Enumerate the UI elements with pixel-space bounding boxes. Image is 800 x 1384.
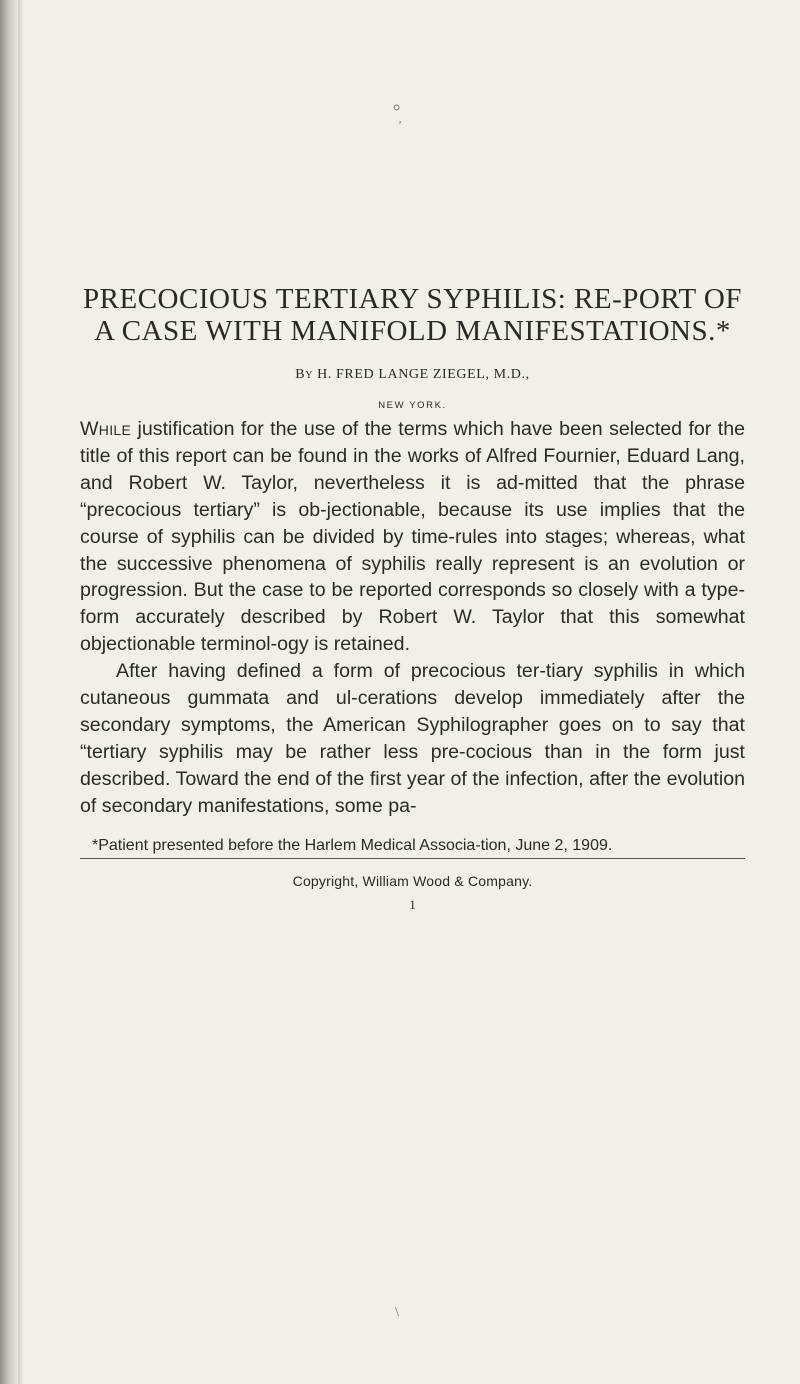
body-paragraph [80, 416, 745, 658]
ink-speck-mark: ʼ [398, 118, 402, 132]
page-binding-edge [0, 0, 18, 1384]
lead-word: While [80, 418, 132, 440]
footnote-divider [80, 858, 745, 859]
copyright-notice: Copyright, William Wood & Company. [292, 872, 533, 889]
paragraph-text: justification for the use of the terms which have been selected for the title of this report can be found in the works of Alfred Fournier, Eduard Lang, and Robert W. Taylor, nevertheless it is ad-mitted that the phrase “precocious tertiary” is ob-jectionable, because its use implies that the course of syphilis can be divided by time-rules into stages; whereas, what the successive phenomena of syphilis really represent is an evolution or progression. But the case to be reported corresponds so closely with a type-form accurately described by Robert W. Taylor that this somewhat objectionable terminol-ogy is retained. [80, 418, 745, 656]
footnote: *Patient presented before the Harlem Medical Associa-tion, June 2, 1909. [92, 836, 613, 854]
body-paragraph: After having defined a form of precocious ter-tiary syphilis in which cutaneous gummata and ul-cerations develop immediately after the secondary symptoms, the American Syphilographer goes on to say that “tertiary syphilis may be rather less pre-cocious than in the form just described. Toward the end of the first year of the infection, after the evolution of secondary manifestations, some pa- [80, 660, 745, 817]
author-by: By [295, 367, 314, 382]
ink-speck-mark: ⸰ [392, 100, 402, 117]
author-location: NEW YORK. [378, 400, 447, 411]
page-number: 1 [409, 896, 416, 912]
page-binding-shadow [18, 0, 24, 1384]
page-content [80, 283, 745, 913]
article-title: PRECOCIOUS TERTIARY SYPHILIS: RE-PORT OF A CASE WITH MANIFOLD MANIFESTATIONS.* [83, 283, 742, 347]
ink-speck-mark: \ [395, 1305, 399, 1320]
author-name: H. FRED LANGE ZIEGEL, M.D., [317, 367, 530, 382]
article-body [80, 416, 745, 820]
author-line [80, 367, 745, 383]
